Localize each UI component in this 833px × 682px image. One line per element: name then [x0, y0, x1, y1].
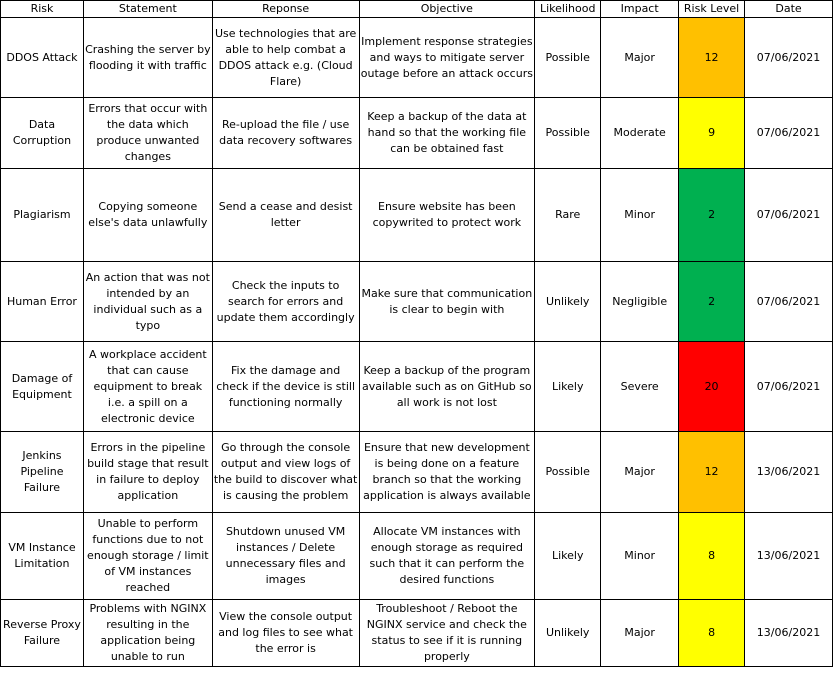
- statement-cell: Crashing the server by flooding it with traffic: [83, 18, 212, 98]
- likelihood-cell: Possible: [535, 432, 601, 513]
- table-row: [1, 98, 833, 169]
- risk-cell: VM Instance Limitation: [1, 513, 84, 600]
- objective-cell: Allocate VM instances with enough storage as required such that it can perform the desired functions: [359, 513, 535, 600]
- impact-cell: Moderate: [601, 98, 679, 169]
- header-statement: Statement: [83, 1, 212, 18]
- objective-cell: Ensure website has been copywrited to protect work: [359, 169, 535, 262]
- risk-cell: DDOS Attack: [1, 18, 84, 98]
- objective-cell: Keep a backup of the data at hand so that the working file can be obtained fast: [359, 98, 535, 169]
- table-row: [1, 262, 833, 342]
- objective-cell: Keep a backup of the program available such as on GitHub so all work is not lost: [359, 342, 535, 432]
- header-likelihood: Likelihood: [535, 1, 601, 18]
- date-cell: 13/06/2021: [745, 513, 833, 600]
- impact-cell: Major: [601, 600, 679, 667]
- date-cell: 13/06/2021: [745, 432, 833, 513]
- statement-cell: Errors that occur with the data which produce unwanted changes: [83, 98, 212, 169]
- objective-cell: Ensure that new development is being done on a feature branch so that the working application is always available: [359, 432, 535, 513]
- impact-cell: Severe: [601, 342, 679, 432]
- risk-cell: Damage of Equipment: [1, 342, 84, 432]
- table-row: [1, 342, 833, 432]
- header-row: [1, 1, 833, 18]
- response-cell: Go through the console output and view logs of the build to discover what is causing the problem: [212, 432, 359, 513]
- likelihood-cell: Possible: [535, 18, 601, 98]
- statement-cell: Problems with NGINX resulting in the application being unable to run: [83, 600, 212, 667]
- risk-level-cell: 12: [679, 432, 745, 513]
- date-cell: 07/06/2021: [745, 18, 833, 98]
- header-impact: Impact: [601, 1, 679, 18]
- date-cell: 07/06/2021: [745, 98, 833, 169]
- statement-cell: Errors in the pipeline build stage that result in failure to deploy application: [83, 432, 212, 513]
- statement-cell: Unable to perform functions due to not enough storage / limit of VM instances reached: [83, 513, 212, 600]
- risk-level-cell: 2: [679, 169, 745, 262]
- response-cell: Use technologies that are able to help combat a DDOS attack e.g. (Cloud Flare): [212, 18, 359, 98]
- objective-cell: Troubleshoot / Reboot the NGINX service and check the status to see if it is running properly: [359, 600, 535, 667]
- table-row: [1, 432, 833, 513]
- impact-cell: Minor: [601, 169, 679, 262]
- date-cell: 07/06/2021: [745, 262, 833, 342]
- table-row: [1, 18, 833, 98]
- impact-cell: Minor: [601, 513, 679, 600]
- statement-cell: Copying someone else's data unlawfully: [83, 169, 212, 262]
- risk-cell: Jenkins Pipeline Failure: [1, 432, 84, 513]
- objective-cell: Make sure that communication is clear to begin with: [359, 262, 535, 342]
- header-objective: Objective: [359, 1, 535, 18]
- response-cell: Send a cease and desist letter: [212, 169, 359, 262]
- likelihood-cell: Possible: [535, 98, 601, 169]
- header-date: Date: [745, 1, 833, 18]
- risk-level-cell: 12: [679, 18, 745, 98]
- response-cell: Fix the damage and check if the device is still functioning normally: [212, 342, 359, 432]
- header-risk-level: Risk Level: [679, 1, 745, 18]
- likelihood-cell: Likely: [535, 342, 601, 432]
- likelihood-cell: Unlikely: [535, 600, 601, 667]
- date-cell: 07/06/2021: [745, 169, 833, 262]
- likelihood-cell: Rare: [535, 169, 601, 262]
- impact-cell: Negligible: [601, 262, 679, 342]
- risk-cell: Plagiarism: [1, 169, 84, 262]
- date-cell: 13/06/2021: [745, 600, 833, 667]
- response-cell: Check the inputs to search for errors and update them accordingly: [212, 262, 359, 342]
- objective-cell: Implement response strategies and ways to mitigate server outage before an attack occurs: [359, 18, 535, 98]
- response-cell: Shutdown unused VM instances / Delete unnecessary files and images: [212, 513, 359, 600]
- date-cell: 07/06/2021: [745, 342, 833, 432]
- risk-level-cell: 9: [679, 98, 745, 169]
- statement-cell: A workplace accident that can cause equipment to break i.e. a spill on a electronic device: [83, 342, 212, 432]
- response-cell: View the console output and log files to see what the error is: [212, 600, 359, 667]
- risk-level-cell: 2: [679, 262, 745, 342]
- statement-cell: An action that was not intended by an individual such as a typo: [83, 262, 212, 342]
- likelihood-cell: Unlikely: [535, 262, 601, 342]
- header-risk: Risk: [1, 1, 84, 18]
- table-row: [1, 513, 833, 600]
- risk-cell: Data Corruption: [1, 98, 84, 169]
- likelihood-cell: Likely: [535, 513, 601, 600]
- impact-cell: Major: [601, 432, 679, 513]
- risk-level-cell: 8: [679, 513, 745, 600]
- impact-cell: Major: [601, 18, 679, 98]
- header-response: Reponse: [212, 1, 359, 18]
- table-row: [1, 169, 833, 262]
- risk-cell: Reverse Proxy Failure: [1, 600, 84, 667]
- risk-cell: Human Error: [1, 262, 84, 342]
- response-cell: Re-upload the file / use data recovery softwares: [212, 98, 359, 169]
- table-row: [1, 600, 833, 667]
- risk-level-cell: 8: [679, 600, 745, 667]
- risk-level-cell: 20: [679, 342, 745, 432]
